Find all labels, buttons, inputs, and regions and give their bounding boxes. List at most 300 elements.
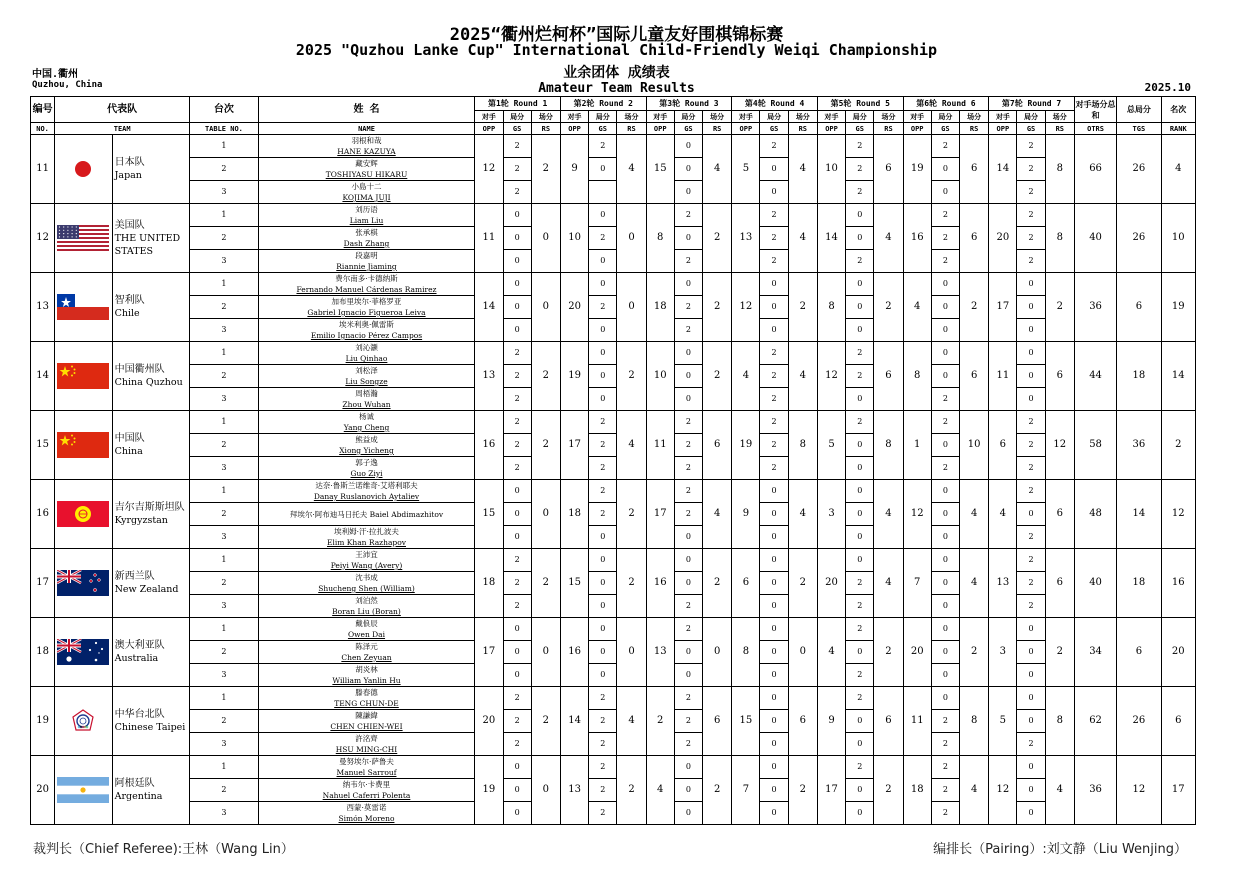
team-number: 18 — [31, 618, 55, 687]
round-1-opponent: 12 — [475, 135, 503, 204]
table-number: 3 — [190, 595, 259, 618]
player-name-en: Shucheng Shen (William) — [318, 584, 415, 593]
player-name-zh: 許洺齊 — [355, 734, 378, 743]
player-name — [258, 273, 475, 296]
header-r5-sub-en: GS — [846, 123, 874, 135]
round-1-round-score: 0 — [531, 204, 560, 273]
round-4-round-score: 2 — [788, 549, 817, 618]
round-2-game-score: 0 — [589, 572, 617, 595]
player-name — [258, 802, 475, 825]
player-name — [258, 641, 475, 664]
header-r3-sub-zh: 场分 — [703, 111, 732, 123]
total-game-score: 26 — [1117, 687, 1161, 756]
round-2-round-score: 2 — [617, 480, 646, 549]
round-4-game-score: 0 — [760, 664, 788, 687]
player-name-zh: 段嘉明 — [355, 251, 378, 260]
player-name-en: Elim Khan Razhapov — [327, 538, 406, 547]
round-1-game-score: 2 — [503, 733, 531, 756]
round-7-game-score: 2 — [1017, 434, 1045, 457]
round-2-round-score: 0 — [617, 273, 646, 342]
round-6-game-score: 0 — [931, 595, 959, 618]
header-r7-sub-en: GS — [1017, 123, 1045, 135]
round-6-round-score: 6 — [960, 342, 989, 411]
round-5-game-score: 2 — [846, 250, 874, 273]
team-name-en: Japan — [114, 170, 142, 181]
player-name-zh: 戴俍辰 — [355, 619, 378, 628]
player-name-zh: 郭子逸 — [355, 458, 378, 467]
team-flag — [55, 687, 112, 756]
round-2-game-score: 2 — [589, 296, 617, 319]
table-header — [31, 97, 1196, 135]
round-6-game-score: 2 — [931, 250, 959, 273]
round-5-round-score: 4 — [874, 480, 903, 549]
header-r5-sub-en: RS — [874, 123, 903, 135]
round-5-game-score: 0 — [846, 296, 874, 319]
title-zh: 2025“衢州烂柯杯”国际儿童友好围棋锦标赛 — [449, 25, 784, 45]
round-4-game-score: 2 — [760, 227, 788, 250]
team-name-en: Kyrgyzstan — [114, 515, 168, 526]
round-6-opponent: 1 — [903, 411, 931, 480]
player-name-zh: 纳韦尔·卡费里 — [342, 780, 391, 789]
round-7-opponent: 11 — [989, 342, 1017, 411]
round-1-round-score: 0 — [531, 756, 560, 825]
round-4-game-score: 2 — [760, 365, 788, 388]
round-5-game-score: 2 — [846, 181, 874, 204]
round-5-game-score: 0 — [846, 319, 874, 342]
round-3-opponent: 17 — [646, 480, 674, 549]
round-2-round-score: 4 — [617, 411, 646, 480]
round-5-game-score: 0 — [846, 641, 874, 664]
total-game-score: 12 — [1117, 756, 1161, 825]
round-5-opponent: 12 — [817, 342, 845, 411]
round-2-game-score: 2 — [589, 434, 617, 457]
table-number: 3 — [190, 664, 259, 687]
round-7-game-score: 2 — [1017, 526, 1045, 549]
round-3-game-score: 0 — [674, 664, 702, 687]
round-7-opponent: 4 — [989, 480, 1017, 549]
round-6-opponent: 16 — [903, 204, 931, 273]
round-2-round-score: 4 — [617, 687, 646, 756]
header-r4-sub-en: OPP — [732, 123, 760, 135]
table-number: 3 — [190, 526, 259, 549]
header-r6-sub-en: GS — [931, 123, 959, 135]
round-1-opponent: 11 — [475, 204, 503, 273]
header-r3-sub-zh: 局分 — [674, 111, 702, 123]
table-number: 3 — [190, 250, 259, 273]
header-r4-sub-zh: 场分 — [788, 111, 817, 123]
player-name-zh: 杨诚 — [359, 412, 374, 421]
table-number: 1 — [190, 756, 259, 779]
round-1-game-score: 0 — [503, 319, 531, 342]
round-7-game-score: 0 — [1017, 273, 1045, 296]
player-name-en: Nahuel Caferri Polenta — [322, 791, 411, 800]
round-7-game-score: 2 — [1017, 457, 1045, 480]
round-2-game-score: 0 — [589, 158, 617, 181]
round-2-game-score: 2 — [589, 135, 617, 158]
header-r1-sub-en: OPP — [475, 123, 503, 135]
player-name-zh: 熊益成 — [355, 435, 378, 444]
round-3-opponent: 11 — [646, 411, 674, 480]
round-1-game-score: 0 — [503, 641, 531, 664]
round-4-game-score: 0 — [760, 273, 788, 296]
round-1-game-score: 0 — [503, 756, 531, 779]
round-7-game-score: 2 — [1017, 733, 1045, 756]
round-3-game-score: 2 — [674, 434, 702, 457]
player-name — [258, 687, 475, 710]
round-5-game-score: 0 — [846, 388, 874, 411]
round-7-game-score: 0 — [1017, 618, 1045, 641]
round-7-round-score: 6 — [1045, 480, 1074, 549]
round-6-game-score: 0 — [931, 434, 959, 457]
round-2-game-score: 0 — [589, 250, 617, 273]
round-3-round-score: 2 — [703, 204, 732, 273]
round-4-game-score: 0 — [760, 296, 788, 319]
player-name-en: Liu Qinhao — [345, 354, 388, 363]
header-team-en: TEAM — [55, 123, 190, 135]
round-5-round-score: 2 — [874, 273, 903, 342]
table-row — [31, 802, 1196, 825]
header-rank-zh: 名次 — [1161, 97, 1195, 123]
team-flag — [55, 273, 112, 342]
round-1-opponent: 20 — [475, 687, 503, 756]
team-rank: 12 — [1161, 480, 1195, 549]
table-number: 3 — [190, 802, 259, 825]
round-7-game-score: 2 — [1017, 595, 1045, 618]
player-name-zh: 曼努埃尔·萨鲁夫 — [339, 757, 394, 766]
argentina-flag-icon — [57, 777, 109, 803]
round-3-game-score: 2 — [674, 319, 702, 342]
player-name-en: Gabriel Ignacio Figueroa Leiva — [307, 308, 426, 317]
round-6-game-score: 0 — [931, 319, 959, 342]
round-6-game-score: 0 — [931, 273, 959, 296]
header-r1-sub-zh: 对手 — [475, 111, 503, 123]
round-1-round-score: 0 — [531, 273, 560, 342]
round-7-opponent: 20 — [989, 204, 1017, 273]
table-row — [31, 319, 1196, 342]
round-5-game-score: 2 — [846, 664, 874, 687]
round-6-round-score: 6 — [960, 135, 989, 204]
round-4-round-score: 4 — [788, 204, 817, 273]
header-r4-sub-en: RS — [788, 123, 817, 135]
round-1-round-score: 2 — [531, 549, 560, 618]
round-1-round-score: 2 — [531, 135, 560, 204]
round-6-game-score: 0 — [931, 181, 959, 204]
player-name-en: Owen Dai — [347, 630, 386, 639]
player-name-en: William Yanlin Hu — [332, 676, 401, 685]
table-number: 1 — [190, 135, 259, 158]
team-number: 19 — [31, 687, 55, 756]
round-4-round-score: 4 — [788, 342, 817, 411]
round-6-opponent: 7 — [903, 549, 931, 618]
round-3-round-score: 4 — [703, 480, 732, 549]
player-name-en: Fernando Manuel Cárdenas Ramirez — [296, 285, 437, 294]
round-5-opponent: 4 — [817, 618, 845, 687]
round-1-game-score: 2 — [503, 342, 531, 365]
player-name — [258, 572, 475, 595]
round-5-game-score: 2 — [846, 411, 874, 434]
round-3-game-score: 2 — [674, 411, 702, 434]
round-7-opponent: 13 — [989, 549, 1017, 618]
round-7-round-score: 6 — [1045, 549, 1074, 618]
round-6-round-score: 10 — [960, 411, 989, 480]
table-row — [31, 641, 1196, 664]
results-table — [30, 96, 1196, 825]
round-4-game-score: 0 — [760, 779, 788, 802]
table-number: 1 — [190, 618, 259, 641]
round-3-game-score: 0 — [674, 802, 702, 825]
round-2-game-score: 2 — [589, 733, 617, 756]
player-name-en: Peiyi Wang (Avery) — [330, 561, 403, 570]
table-number: 2 — [190, 779, 259, 802]
player-name — [258, 618, 475, 641]
table-number: 1 — [190, 687, 259, 710]
header-round-1: 第1轮 Round 1 — [475, 97, 561, 111]
team-name — [112, 756, 190, 825]
round-4-opponent: 4 — [732, 342, 760, 411]
round-6-round-score: 4 — [960, 756, 989, 825]
round-4-opponent: 5 — [732, 135, 760, 204]
chief-referee: 裁判长（Chief Referee):王林（Wang Lin） — [33, 842, 294, 857]
round-7-game-score: 2 — [1017, 158, 1045, 181]
round-1-game-score: 2 — [503, 434, 531, 457]
round-4-game-score: 2 — [760, 250, 788, 273]
team-rank: 17 — [1161, 756, 1195, 825]
event-date: 2025.10 — [1144, 81, 1191, 94]
round-3-opponent: 13 — [646, 618, 674, 687]
total-game-score: 6 — [1117, 618, 1161, 687]
location-en: Quzhou, China — [32, 80, 103, 90]
header-r2-sub-zh: 对手 — [560, 111, 588, 123]
round-4-game-score: 0 — [760, 802, 788, 825]
round-2-round-score: 0 — [617, 204, 646, 273]
round-2-game-score: 0 — [589, 204, 617, 227]
header-r3-sub-en: OPP — [646, 123, 674, 135]
team-name-en: Chile — [114, 308, 140, 319]
round-4-game-score: 0 — [760, 710, 788, 733]
player-name-en: Liu Songze — [345, 377, 388, 386]
round-3-game-score: 0 — [674, 572, 702, 595]
team-name-en: China — [114, 446, 143, 457]
player-name-en: TENG CHUN-DE — [334, 699, 399, 708]
table-row — [31, 503, 1196, 526]
round-4-round-score: 6 — [788, 687, 817, 756]
header-r5-sub-zh: 局分 — [846, 111, 874, 123]
team-name — [112, 480, 190, 549]
round-6-game-score: 2 — [931, 710, 959, 733]
round-3-game-score: 2 — [674, 204, 702, 227]
opponent-score-total: 40 — [1074, 204, 1116, 273]
header-tgs-zh: 总局分 — [1117, 97, 1161, 123]
player-name-zh: 费尔南多·卡德纳斯 — [335, 274, 398, 283]
round-5-game-score: 2 — [846, 365, 874, 388]
round-6-game-score: 2 — [931, 204, 959, 227]
usa-flag-icon — [57, 225, 109, 251]
round-4-round-score: 8 — [788, 411, 817, 480]
total-game-score: 26 — [1117, 135, 1161, 204]
round-3-opponent: 16 — [646, 549, 674, 618]
team-flag — [55, 549, 112, 618]
round-3-game-score: 0 — [674, 779, 702, 802]
player-name — [258, 342, 475, 365]
round-1-game-score: 2 — [503, 595, 531, 618]
round-3-game-score: 0 — [674, 549, 702, 572]
round-3-game-score: 2 — [674, 250, 702, 273]
table-number: 2 — [190, 641, 259, 664]
total-game-score: 36 — [1117, 411, 1161, 480]
header-r7-sub-en: OPP — [989, 123, 1017, 135]
player-name-zh: 刘历语 — [355, 205, 378, 214]
team-name-zh: 阿根廷队 — [114, 778, 155, 789]
round-6-game-score: 2 — [931, 135, 959, 158]
player-name — [258, 710, 475, 733]
round-2-opponent: 13 — [560, 756, 588, 825]
table-row — [31, 595, 1196, 618]
round-3-game-score: 2 — [674, 503, 702, 526]
team-name-en: China Quzhou — [114, 377, 183, 388]
round-1-opponent: 17 — [475, 618, 503, 687]
header-rank-en: RANK — [1161, 123, 1195, 135]
player-name — [258, 365, 475, 388]
table-row — [31, 181, 1196, 204]
team-flag — [55, 204, 112, 273]
round-4-opponent: 12 — [732, 273, 760, 342]
table-row — [31, 342, 1196, 365]
round-6-game-score: 0 — [931, 687, 959, 710]
team-rank: 10 — [1161, 204, 1195, 273]
round-6-opponent: 4 — [903, 273, 931, 342]
header-tgs-en: TGS — [1117, 123, 1161, 135]
round-6-round-score: 6 — [960, 204, 989, 273]
player-name-en: Zhou Wuhan — [342, 400, 391, 409]
round-1-opponent: 18 — [475, 549, 503, 618]
player-name-en: HANE KAZUYA — [337, 147, 396, 156]
round-7-opponent: 3 — [989, 618, 1017, 687]
header-r1-sub-zh: 场分 — [531, 111, 560, 123]
player-name — [258, 756, 475, 779]
round-1-game-score: 0 — [503, 273, 531, 296]
player-name — [258, 664, 475, 687]
round-7-opponent: 6 — [989, 411, 1017, 480]
round-5-game-score: 0 — [846, 434, 874, 457]
round-3-game-score: 2 — [674, 296, 702, 319]
round-1-round-score: 2 — [531, 687, 560, 756]
header-r1-sub-en: GS — [503, 123, 531, 135]
round-7-game-score: 0 — [1017, 388, 1045, 411]
header-r6-sub-zh: 对手 — [903, 111, 931, 123]
round-6-opponent: 20 — [903, 618, 931, 687]
header-r6-sub-zh: 局分 — [931, 111, 959, 123]
round-4-game-score: 2 — [760, 135, 788, 158]
table-number: 3 — [190, 733, 259, 756]
team-number: 11 — [31, 135, 55, 204]
table-number: 1 — [190, 204, 259, 227]
round-7-round-score: 12 — [1045, 411, 1074, 480]
table-row — [31, 434, 1196, 457]
round-7-game-score: 0 — [1017, 503, 1045, 526]
round-4-game-score: 0 — [760, 503, 788, 526]
round-4-opponent: 13 — [732, 204, 760, 273]
table-row — [31, 687, 1196, 710]
round-7-game-score: 0 — [1017, 779, 1045, 802]
player-name-zh: 周梧瀚 — [355, 389, 378, 398]
round-6-opponent: 18 — [903, 756, 931, 825]
round-5-opponent: 9 — [817, 687, 845, 756]
player-name-zh: 埃米利奥·佩雷斯 — [339, 320, 394, 329]
player-name-en: Xiong Yicheng — [339, 446, 394, 455]
round-4-game-score: 0 — [760, 618, 788, 641]
header-team-zh: 代表队 — [55, 97, 190, 123]
player-name — [258, 733, 475, 756]
round-5-game-score: 0 — [846, 227, 874, 250]
round-2-opponent: 10 — [560, 204, 588, 273]
round-5-round-score: 4 — [874, 204, 903, 273]
team-rank: 19 — [1161, 273, 1195, 342]
round-5-opponent: 5 — [817, 411, 845, 480]
round-4-game-score: 0 — [760, 319, 788, 342]
header-r1-sub-zh: 局分 — [503, 111, 531, 123]
round-4-game-score: 0 — [760, 480, 788, 503]
round-5-game-score: 0 — [846, 526, 874, 549]
table-row — [31, 273, 1196, 296]
round-4-round-score: 4 — [788, 480, 817, 549]
player-name-en: KOJIMA JUJI — [342, 193, 391, 202]
table-row — [31, 480, 1196, 503]
player-name-en: Emilio Ignacio Pérez Campos — [310, 331, 423, 340]
round-3-round-score: 4 — [703, 135, 732, 204]
team-name-en: New Zealand — [114, 584, 179, 595]
round-7-opponent: 5 — [989, 687, 1017, 756]
player-name — [258, 526, 475, 549]
team-number: 13 — [31, 273, 55, 342]
player-name-en: Liam Liu — [349, 216, 384, 225]
header-r4-sub-zh: 局分 — [760, 111, 788, 123]
team-rank: 20 — [1161, 618, 1195, 687]
round-1-game-score: 0 — [503, 250, 531, 273]
round-7-opponent: 14 — [989, 135, 1017, 204]
round-4-opponent: 6 — [732, 549, 760, 618]
round-2-opponent: 17 — [560, 411, 588, 480]
team-name — [112, 618, 190, 687]
table-row — [31, 158, 1196, 181]
newzealand-flag-icon — [57, 570, 109, 596]
player-name-en: TOSHIYASU HIKARU — [325, 170, 408, 179]
round-6-game-score: 0 — [931, 572, 959, 595]
opponent-score-total: 36 — [1074, 756, 1116, 825]
header-table-zh: 台次 — [190, 97, 259, 123]
round-3-game-score: 0 — [674, 273, 702, 296]
round-3-game-score: 0 — [674, 227, 702, 250]
round-3-opponent: 15 — [646, 135, 674, 204]
subtitle-en: Amateur Team Results — [538, 81, 695, 96]
round-6-game-score: 2 — [931, 227, 959, 250]
header-r3-sub-en: GS — [674, 123, 702, 135]
round-5-game-score: 0 — [846, 710, 874, 733]
round-5-game-score: 2 — [846, 756, 874, 779]
round-1-game-score: 0 — [503, 779, 531, 802]
round-7-game-score: 2 — [1017, 135, 1045, 158]
round-7-game-score: 2 — [1017, 480, 1045, 503]
round-2-game-score: 2 — [589, 756, 617, 779]
header-r2-sub-en: OPP — [560, 123, 588, 135]
round-1-game-score: 0 — [503, 802, 531, 825]
round-5-game-score: 0 — [846, 457, 874, 480]
header-r2-sub-en: GS — [589, 123, 617, 135]
round-7-round-score: 6 — [1045, 342, 1074, 411]
table-number: 1 — [190, 549, 259, 572]
team-name — [112, 549, 190, 618]
total-game-score: 26 — [1117, 204, 1161, 273]
team-name-zh: 新西兰队 — [114, 571, 155, 582]
